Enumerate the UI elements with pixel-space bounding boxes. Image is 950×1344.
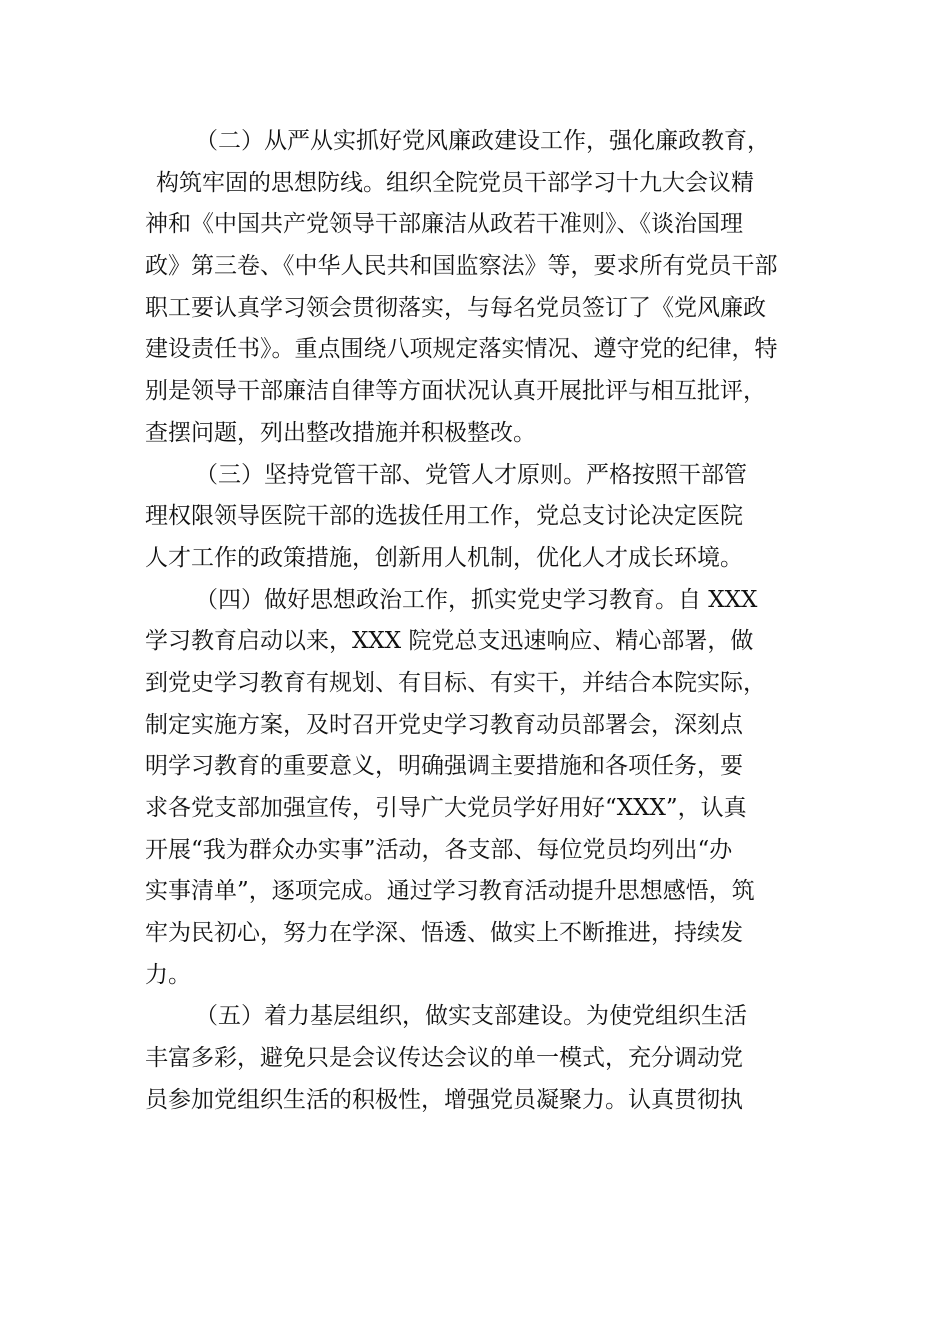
paragraph-2-line-3: 神和《中国共产党领导干部廉洁从政若干准则》、《谈治国理 [145, 211, 743, 238]
paragraph-4-line-10: 力。 [145, 961, 191, 988]
paragraph-2-line-4: 政》第三卷、《中华人民共和国监察法》等，要求所有党员干部 [145, 253, 778, 280]
paragraph-2-line-6: 建设责任书》。重点围绕八项规定落实情况、遵守党的纪律，特 [145, 336, 778, 363]
document-body [145, 121, 825, 1122]
paragraph-5-line-2: 丰富多彩，避免只是会议传达会议的单一模式，充分调动党 [145, 1045, 743, 1072]
paragraph-4-line-2: 学习教育启动以来，XXX 院党总支迅速响应、精心部署，做 [145, 628, 754, 655]
paragraph-3-line-3: 人才工作的政策措施，创新用人机制，优化人才成长环境。 [145, 544, 743, 571]
paragraph-3-line-1: （三）坚持党管干部、党管人才原则。严格按照干部管 [195, 461, 747, 488]
paragraph-4-line-5: 明学习教育的重要意义，明确强调主要措施和各项任务，要 [145, 753, 743, 780]
paragraph-2-line-8: 查摆问题，列出整改措施并积极整改。 [145, 419, 536, 446]
paragraph-4-line-6: 求各党支部加强宣传，引导广大党员学好用好“XXX”，认真 [145, 795, 747, 821]
paragraph-2-line-7: 别是领导干部廉洁自律等方面状况认真开展批评与相互批评， [145, 378, 766, 405]
paragraph-2-line-2: 构筑牢固的思想防线。组织全院党员干部学习十九大会议精 [156, 169, 754, 196]
paragraph-4-line-9: 牢为民初心，努力在学深、悟透、做实上不断推进，持续发 [145, 920, 743, 947]
paragraph-4-line-7: 开展“我为群众办实事”活动，各支部、每位党员均列出“办 [145, 836, 733, 863]
paragraph-4-line-1: （四）做好思想政治工作，抓实党史学习教育。自 XXX [195, 586, 758, 613]
paragraph-4-line-8: 实事清单”，逐项完成。通过学习教育活动提升思想感悟，筑 [145, 878, 755, 905]
paragraph-3-line-2: 理权限领导医院干部的选拔任用工作，党总支讨论决定医院 [145, 503, 743, 530]
paragraph-4-line-3: 到党史学习教育有规划、有目标、有实干，并结合本院实际， [145, 669, 766, 696]
paragraph-2-line-1: （二）从严从实抓好党风廉政建设工作，强化廉政教育， [195, 128, 770, 154]
paragraph-2-line-5: 职工要认真学习领会贯彻落实，与每名党员签订了《党风廉政 [145, 294, 766, 321]
paragraph-5-line-3: 员参加党组织生活的积极性，增强党员凝聚力。认真贯彻执 [145, 1086, 743, 1113]
paragraph-5-line-1: （五）着力基层组织，做实支部建设。为使党组织生活 [195, 1003, 747, 1030]
paragraph-4-line-4: 制定实施方案，及时召开党史学习教育动员部署会，深刻点 [145, 711, 743, 738]
